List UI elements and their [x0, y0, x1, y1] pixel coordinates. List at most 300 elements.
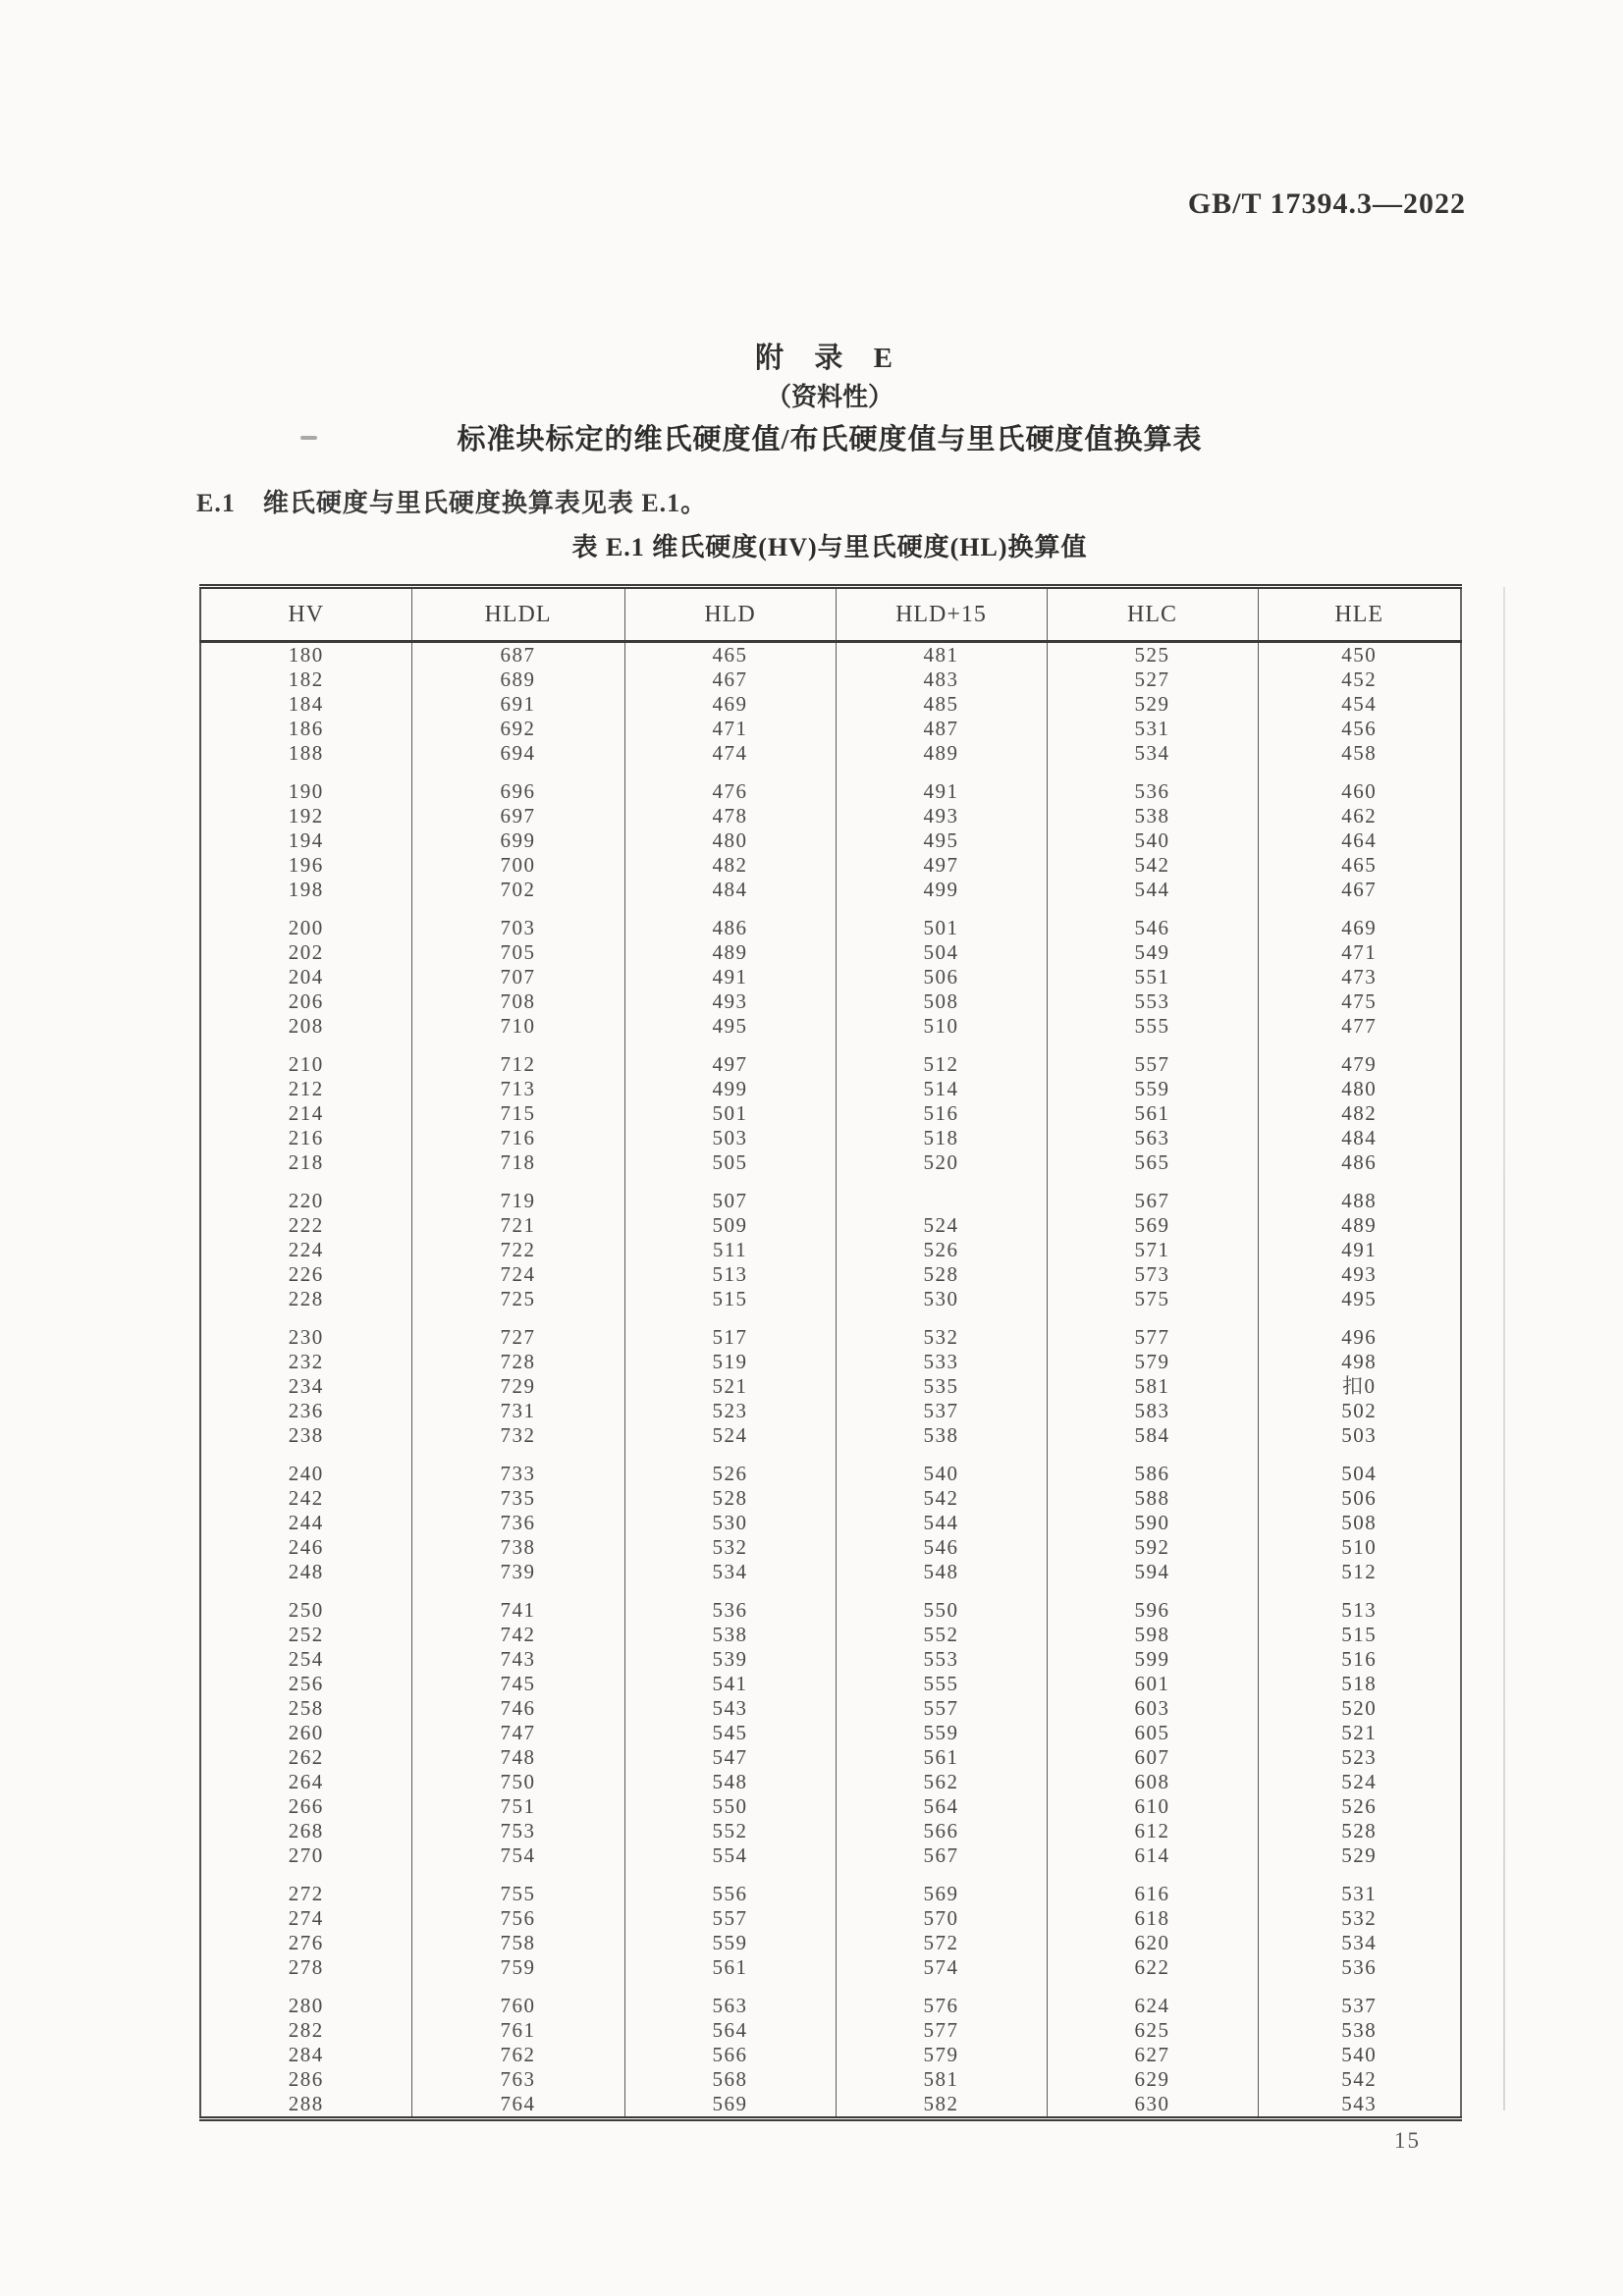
table-cell: 180 [288, 643, 324, 667]
table-cell: 284 [288, 2043, 324, 2066]
table-cell: 622 [1047, 1955, 1258, 1980]
table-cell: 513 [624, 1262, 836, 1287]
table-row [200, 2018, 1461, 2043]
table-row [200, 1819, 1461, 1843]
gap-cell [1258, 1175, 1461, 1189]
table-cell: 746 [411, 1696, 624, 1721]
gap-cell [411, 1584, 624, 1598]
gap-cell [1258, 1448, 1461, 1462]
table-cell: 760 [411, 1994, 624, 2018]
table-row [200, 1077, 1461, 1101]
table-cell: 483 [836, 667, 1047, 692]
table-cell: 504 [1258, 1462, 1461, 1486]
table-cell: 552 [624, 1819, 836, 1843]
table-cell: 731 [411, 1399, 624, 1423]
table-cell: 452 [1258, 667, 1461, 692]
table-cell: 728 [411, 1350, 624, 1374]
table-cell: 264 [288, 1770, 324, 1793]
table-cell: 477 [1258, 1014, 1461, 1039]
gap-cell [411, 1980, 624, 1994]
table-cell: 553 [836, 1647, 1047, 1672]
table-cell: 288 [288, 2092, 324, 2115]
table-cell: 555 [836, 1672, 1047, 1696]
table-row [200, 1955, 1461, 1980]
table-row [200, 916, 1461, 940]
table-cell: 495 [836, 828, 1047, 853]
table-cell: 750 [411, 1770, 624, 1794]
table-cell: 523 [1258, 1745, 1461, 1770]
table-cell: 605 [1047, 1721, 1258, 1745]
table-cell: 577 [836, 2018, 1047, 2043]
table-cell: 208 [288, 1014, 324, 1038]
table-cell: 722 [411, 1238, 624, 1262]
table-row [200, 741, 1461, 766]
table-cell: 540 [1258, 2043, 1461, 2067]
table-cell: 574 [836, 1955, 1047, 1980]
table-cell: 512 [836, 1052, 1047, 1077]
table-row [200, 828, 1461, 853]
table-cell: 537 [836, 1399, 1047, 1423]
table-cell: 518 [1258, 1672, 1461, 1696]
table-cell: 526 [1258, 1794, 1461, 1819]
table-row [200, 1882, 1461, 1906]
table-cell: 244 [288, 1511, 324, 1534]
table-row [200, 717, 1461, 741]
gap-cell [1047, 902, 1258, 916]
table-cell: 286 [288, 2067, 324, 2091]
table-cell: 扣0 [1258, 1374, 1461, 1399]
table-row [200, 1696, 1461, 1721]
table-row [200, 1262, 1461, 1287]
group-gap-row [200, 1175, 1461, 1189]
gap-cell [624, 1039, 836, 1052]
table-body [200, 642, 1461, 2119]
table-cell: 493 [836, 804, 1047, 828]
gap-cell [1047, 766, 1258, 779]
table-cell: 230 [288, 1325, 324, 1349]
table-cell: 581 [1047, 1374, 1258, 1399]
table-cell: 612 [1047, 1819, 1258, 1843]
table-cell: 542 [1258, 2067, 1461, 2092]
table-cell: 517 [624, 1325, 836, 1350]
appendix-title: 附 录 E [755, 343, 904, 374]
table-cell: 627 [1047, 2043, 1258, 2067]
table-row [200, 965, 1461, 989]
table-cell: 550 [624, 1794, 836, 1819]
table-cell: 454 [1258, 692, 1461, 717]
table-cell: 224 [288, 1238, 324, 1261]
table-cell: 503 [1258, 1423, 1461, 1448]
table-row [200, 1238, 1461, 1262]
table-cell: 188 [288, 741, 324, 765]
table-cell: 541 [624, 1672, 836, 1696]
table-cell: 598 [1047, 1623, 1258, 1647]
table-cell: 238 [288, 1423, 324, 1447]
table-cell: 200 [288, 916, 324, 939]
table-cell: 524 [1258, 1770, 1461, 1794]
table-cell: 538 [1258, 2018, 1461, 2043]
table-cell: 524 [624, 1423, 836, 1448]
table-cell: 202 [288, 940, 324, 964]
table-cell: 493 [1258, 1262, 1461, 1287]
table-cell: 555 [1047, 1014, 1258, 1039]
table-cell: 733 [411, 1462, 624, 1486]
table-cell: 250 [288, 1598, 324, 1622]
table-row [200, 1511, 1461, 1535]
gap-cell [836, 1175, 1047, 1189]
table-cell: 576 [836, 1994, 1047, 2018]
table-cell: 710 [411, 1014, 624, 1039]
table-cell: 511 [624, 1238, 836, 1262]
table-row [200, 1623, 1461, 1647]
table-row [200, 1423, 1461, 1448]
gap-cell [411, 1448, 624, 1462]
table-cell: 569 [1047, 1213, 1258, 1238]
gap-cell [1047, 1175, 1258, 1189]
table-cell: 559 [1047, 1077, 1258, 1101]
table-cell: 268 [288, 1819, 324, 1842]
table-row [200, 1325, 1461, 1350]
table-cell: 258 [288, 1696, 324, 1720]
table-cell: 691 [411, 692, 624, 717]
gap-cell [200, 1980, 411, 1994]
table-cell: 590 [1047, 1511, 1258, 1535]
table-cell: 536 [1047, 779, 1258, 804]
table-cell: 548 [624, 1770, 836, 1794]
table-cell: 501 [624, 1101, 836, 1126]
table-cell: 556 [624, 1882, 836, 1906]
column-header-hlc: HLC [1047, 587, 1258, 642]
table-cell: 762 [411, 2043, 624, 2067]
table-cell: 524 [836, 1213, 1047, 1238]
table-cell: 610 [1047, 1794, 1258, 1819]
gap-cell [1047, 1311, 1258, 1325]
table-cell: 629 [1047, 2067, 1258, 2092]
table-row [200, 989, 1461, 1014]
table-cell: 495 [624, 1014, 836, 1039]
table-cell: 218 [288, 1150, 324, 1174]
table-cell: 274 [288, 1906, 324, 1930]
gap-cell [411, 1868, 624, 1882]
table-row [200, 2092, 1461, 2119]
table-cell: 491 [1258, 1238, 1461, 1262]
table-cell: 210 [288, 1052, 324, 1076]
table-cell: 272 [288, 1882, 324, 1905]
table-cell: 534 [624, 1560, 836, 1584]
gap-cell [200, 902, 411, 916]
table-cell: 478 [624, 804, 836, 828]
table-cell: 525 [1047, 642, 1258, 668]
table-row [200, 1101, 1461, 1126]
table-cell: 515 [1258, 1623, 1461, 1647]
group-gap-row [200, 902, 1461, 916]
table-cell: 751 [411, 1794, 624, 1819]
table-cell: 724 [411, 1262, 624, 1287]
table-cell: 540 [836, 1462, 1047, 1486]
table-cell: 501 [836, 916, 1047, 940]
gap-cell [200, 1311, 411, 1325]
table-cell: 584 [1047, 1423, 1258, 1448]
table-cell: 694 [411, 741, 624, 766]
table-cell: 485 [836, 692, 1047, 717]
table-cell: 545 [624, 1721, 836, 1745]
table-cell: 616 [1047, 1882, 1258, 1906]
table-cell: 532 [624, 1535, 836, 1560]
table-cell: 534 [1047, 741, 1258, 766]
table-row [200, 1014, 1461, 1039]
gap-cell [411, 902, 624, 916]
table-cell: 190 [288, 779, 324, 803]
table-cell: 198 [288, 878, 324, 901]
gap-cell [1047, 1584, 1258, 1598]
appendix-informative-label: （资料性） [765, 383, 893, 411]
table-cell: 571 [1047, 1238, 1258, 1262]
table-row [200, 1213, 1461, 1238]
table-cell: 549 [1047, 940, 1258, 965]
gap-cell [1258, 1980, 1461, 1994]
table-cell: 532 [1258, 1906, 1461, 1931]
table-cell: 536 [1258, 1955, 1461, 1980]
table-cell: 741 [411, 1598, 624, 1623]
table-cell: 520 [836, 1150, 1047, 1175]
table-cell: 534 [1258, 1931, 1461, 1955]
table-cell: 538 [1047, 804, 1258, 828]
table-cell: 486 [624, 916, 836, 940]
table-cell: 184 [288, 692, 324, 716]
table-cell: 248 [288, 1560, 324, 1583]
table-cell: 687 [411, 642, 624, 668]
table-cell: 204 [288, 965, 324, 988]
table-cell: 550 [836, 1598, 1047, 1623]
table-cell: 523 [624, 1399, 836, 1423]
gap-cell [1258, 1868, 1461, 1882]
table-cell: 528 [836, 1262, 1047, 1287]
gap-cell [836, 1980, 1047, 1994]
gap-cell [411, 1311, 624, 1325]
table-cell: 715 [411, 1101, 624, 1126]
table-row [200, 779, 1461, 804]
table-cell: 537 [1258, 1994, 1461, 2018]
table-row [200, 1994, 1461, 2018]
column-header-hldl: HLDL [411, 587, 624, 642]
table-cell: 599 [1047, 1647, 1258, 1672]
table-cell: 495 [1258, 1287, 1461, 1311]
table-cell: 212 [288, 1077, 324, 1100]
table-cell: 699 [411, 828, 624, 853]
table-cell: 246 [288, 1535, 324, 1559]
gap-cell [1047, 1448, 1258, 1462]
table-cell: 475 [1258, 989, 1461, 1014]
table-cell: 761 [411, 2018, 624, 2043]
table-cell: 206 [288, 989, 324, 1013]
gap-cell [624, 1175, 836, 1189]
table-cell: 577 [1047, 1325, 1258, 1350]
hardness-conversion-table [199, 584, 1462, 2121]
table-row [200, 878, 1461, 902]
table-row [200, 1745, 1461, 1770]
table-cell: 519 [624, 1350, 836, 1374]
table-cell: 521 [624, 1374, 836, 1399]
page-number: 15 [1394, 2128, 1421, 2153]
table-cell: 543 [1258, 2092, 1461, 2119]
table-cell: 473 [1258, 965, 1461, 989]
scan-artifact-dash [300, 436, 317, 440]
table-cell: 531 [1258, 1882, 1461, 1906]
table-cell: 499 [624, 1077, 836, 1101]
table-cell: 503 [624, 1126, 836, 1150]
table-cell: 467 [624, 667, 836, 692]
table-cell: 547 [624, 1745, 836, 1770]
gap-cell [836, 1448, 1047, 1462]
table-row [200, 1150, 1461, 1175]
table-cell: 539 [624, 1647, 836, 1672]
table-cell: 531 [1047, 717, 1258, 741]
gap-cell [411, 1039, 624, 1052]
gap-cell [200, 1584, 411, 1598]
table-cell: 480 [624, 828, 836, 853]
table-caption: 表 E.1 维氏硬度(HV)与里氏硬度(HL)换算值 [571, 533, 1088, 561]
table-cell: 594 [1047, 1560, 1258, 1584]
table-cell: 620 [1047, 1931, 1258, 1955]
table-cell: 561 [1047, 1101, 1258, 1126]
table-cell: 755 [411, 1882, 624, 1906]
table-cell: 554 [624, 1843, 836, 1868]
table-cell: 747 [411, 1721, 624, 1745]
table-cell: 486 [1258, 1150, 1461, 1175]
gap-cell [836, 1868, 1047, 1882]
table-cell: 507 [624, 1189, 836, 1213]
table-cell: 544 [836, 1511, 1047, 1535]
gap-cell [836, 1584, 1047, 1598]
table-cell: 520 [1258, 1696, 1461, 1721]
table-cell: 254 [288, 1647, 324, 1671]
gap-cell [624, 766, 836, 779]
table-cell: 567 [1047, 1189, 1258, 1213]
table-cell: 532 [836, 1325, 1047, 1350]
table-cell: 579 [1047, 1350, 1258, 1374]
table-row [200, 853, 1461, 878]
table-cell: 743 [411, 1647, 624, 1672]
table-row [200, 940, 1461, 965]
table-cell: 689 [411, 667, 624, 692]
table-cell: 703 [411, 916, 624, 940]
clause-number: E.1 [196, 489, 236, 517]
table-row [200, 1770, 1461, 1794]
table-cell: 557 [624, 1906, 836, 1931]
table-cell: 497 [836, 853, 1047, 878]
group-gap-row [200, 1311, 1461, 1325]
gap-cell [836, 902, 1047, 916]
table-cell: 521 [1258, 1721, 1461, 1745]
column-header-hldplus15: HLD+15 [836, 587, 1047, 642]
column-header-hle: HLE [1258, 587, 1461, 642]
table-row [200, 2067, 1461, 2092]
table-cell: 763 [411, 2067, 624, 2092]
table-cell: 569 [836, 1882, 1047, 1906]
table-row [200, 1350, 1461, 1374]
table-cell: 282 [288, 2018, 324, 2042]
table-cell: 725 [411, 1287, 624, 1311]
gap-cell [1047, 1980, 1258, 1994]
table-cell: 479 [1258, 1052, 1461, 1077]
table-cell: 572 [836, 1931, 1047, 1955]
table-cell: 739 [411, 1560, 624, 1584]
group-gap-row [200, 1039, 1461, 1052]
table-row [200, 1052, 1461, 1077]
table-cell: 456 [1258, 717, 1461, 741]
table-cell: 548 [836, 1560, 1047, 1584]
table-cell: 566 [836, 1819, 1047, 1843]
table-cell: 526 [836, 1238, 1047, 1262]
table-cell: 530 [836, 1287, 1047, 1311]
table-cell: 727 [411, 1325, 624, 1350]
table-cell: 504 [836, 940, 1047, 965]
table-cell: 278 [288, 1955, 324, 1979]
table-cell: 270 [288, 1843, 324, 1867]
table-cell: 502 [1258, 1399, 1461, 1423]
table-cell: 543 [624, 1696, 836, 1721]
table-cell: 735 [411, 1486, 624, 1511]
table-cell: 729 [411, 1374, 624, 1399]
gap-cell [624, 1868, 836, 1882]
table-cell: 516 [836, 1101, 1047, 1126]
gap-cell [1047, 1039, 1258, 1052]
table-cell: 748 [411, 1745, 624, 1770]
table-cell: 583 [1047, 1399, 1258, 1423]
table-cell: 573 [1047, 1262, 1258, 1287]
table-cell: 603 [1047, 1696, 1258, 1721]
table-row [200, 1647, 1461, 1672]
table-cell: 489 [624, 940, 836, 965]
table-cell: 582 [836, 2092, 1047, 2119]
table-row [200, 1843, 1461, 1868]
gap-cell [200, 766, 411, 779]
table-cell: 563 [624, 1994, 836, 2018]
table-cell: 186 [288, 717, 324, 740]
table-cell: 510 [836, 1014, 1047, 1039]
table-cell: 559 [836, 1721, 1047, 1745]
table-cell: 471 [624, 717, 836, 741]
table-cell: 756 [411, 1906, 624, 1931]
table-row [200, 804, 1461, 828]
table-cell: 696 [411, 779, 624, 804]
table-cell: 192 [288, 804, 324, 828]
table-cell: 220 [288, 1189, 324, 1212]
gap-cell [836, 1039, 1047, 1052]
table-cell: 240 [288, 1462, 324, 1485]
table-cell: 569 [624, 2092, 836, 2119]
table-cell: 618 [1047, 1906, 1258, 1931]
table-cell: 738 [411, 1535, 624, 1560]
table-cell: 513 [1258, 1598, 1461, 1623]
table-cell: 488 [1258, 1189, 1461, 1213]
table-row [200, 1287, 1461, 1311]
table-cell: 540 [1047, 828, 1258, 853]
table-cell: 568 [624, 2067, 836, 2092]
table-cell: 552 [836, 1623, 1047, 1647]
scan-page-edge-shadow [1503, 587, 1505, 2110]
table-cell: 515 [624, 1287, 836, 1311]
gap-cell [1258, 1584, 1461, 1598]
table-cell: 535 [836, 1374, 1047, 1399]
table-cell: 487 [836, 717, 1047, 741]
table-cell: 551 [1047, 965, 1258, 989]
table-cell: 214 [288, 1101, 324, 1125]
table-cell: 528 [1258, 1819, 1461, 1843]
table-cell: 718 [411, 1150, 624, 1175]
table-cell: 533 [836, 1350, 1047, 1374]
appendix-heading: 标准块标定的维氏硬度值/布氏硬度值与里氏硬度值换算表 [457, 424, 1203, 455]
